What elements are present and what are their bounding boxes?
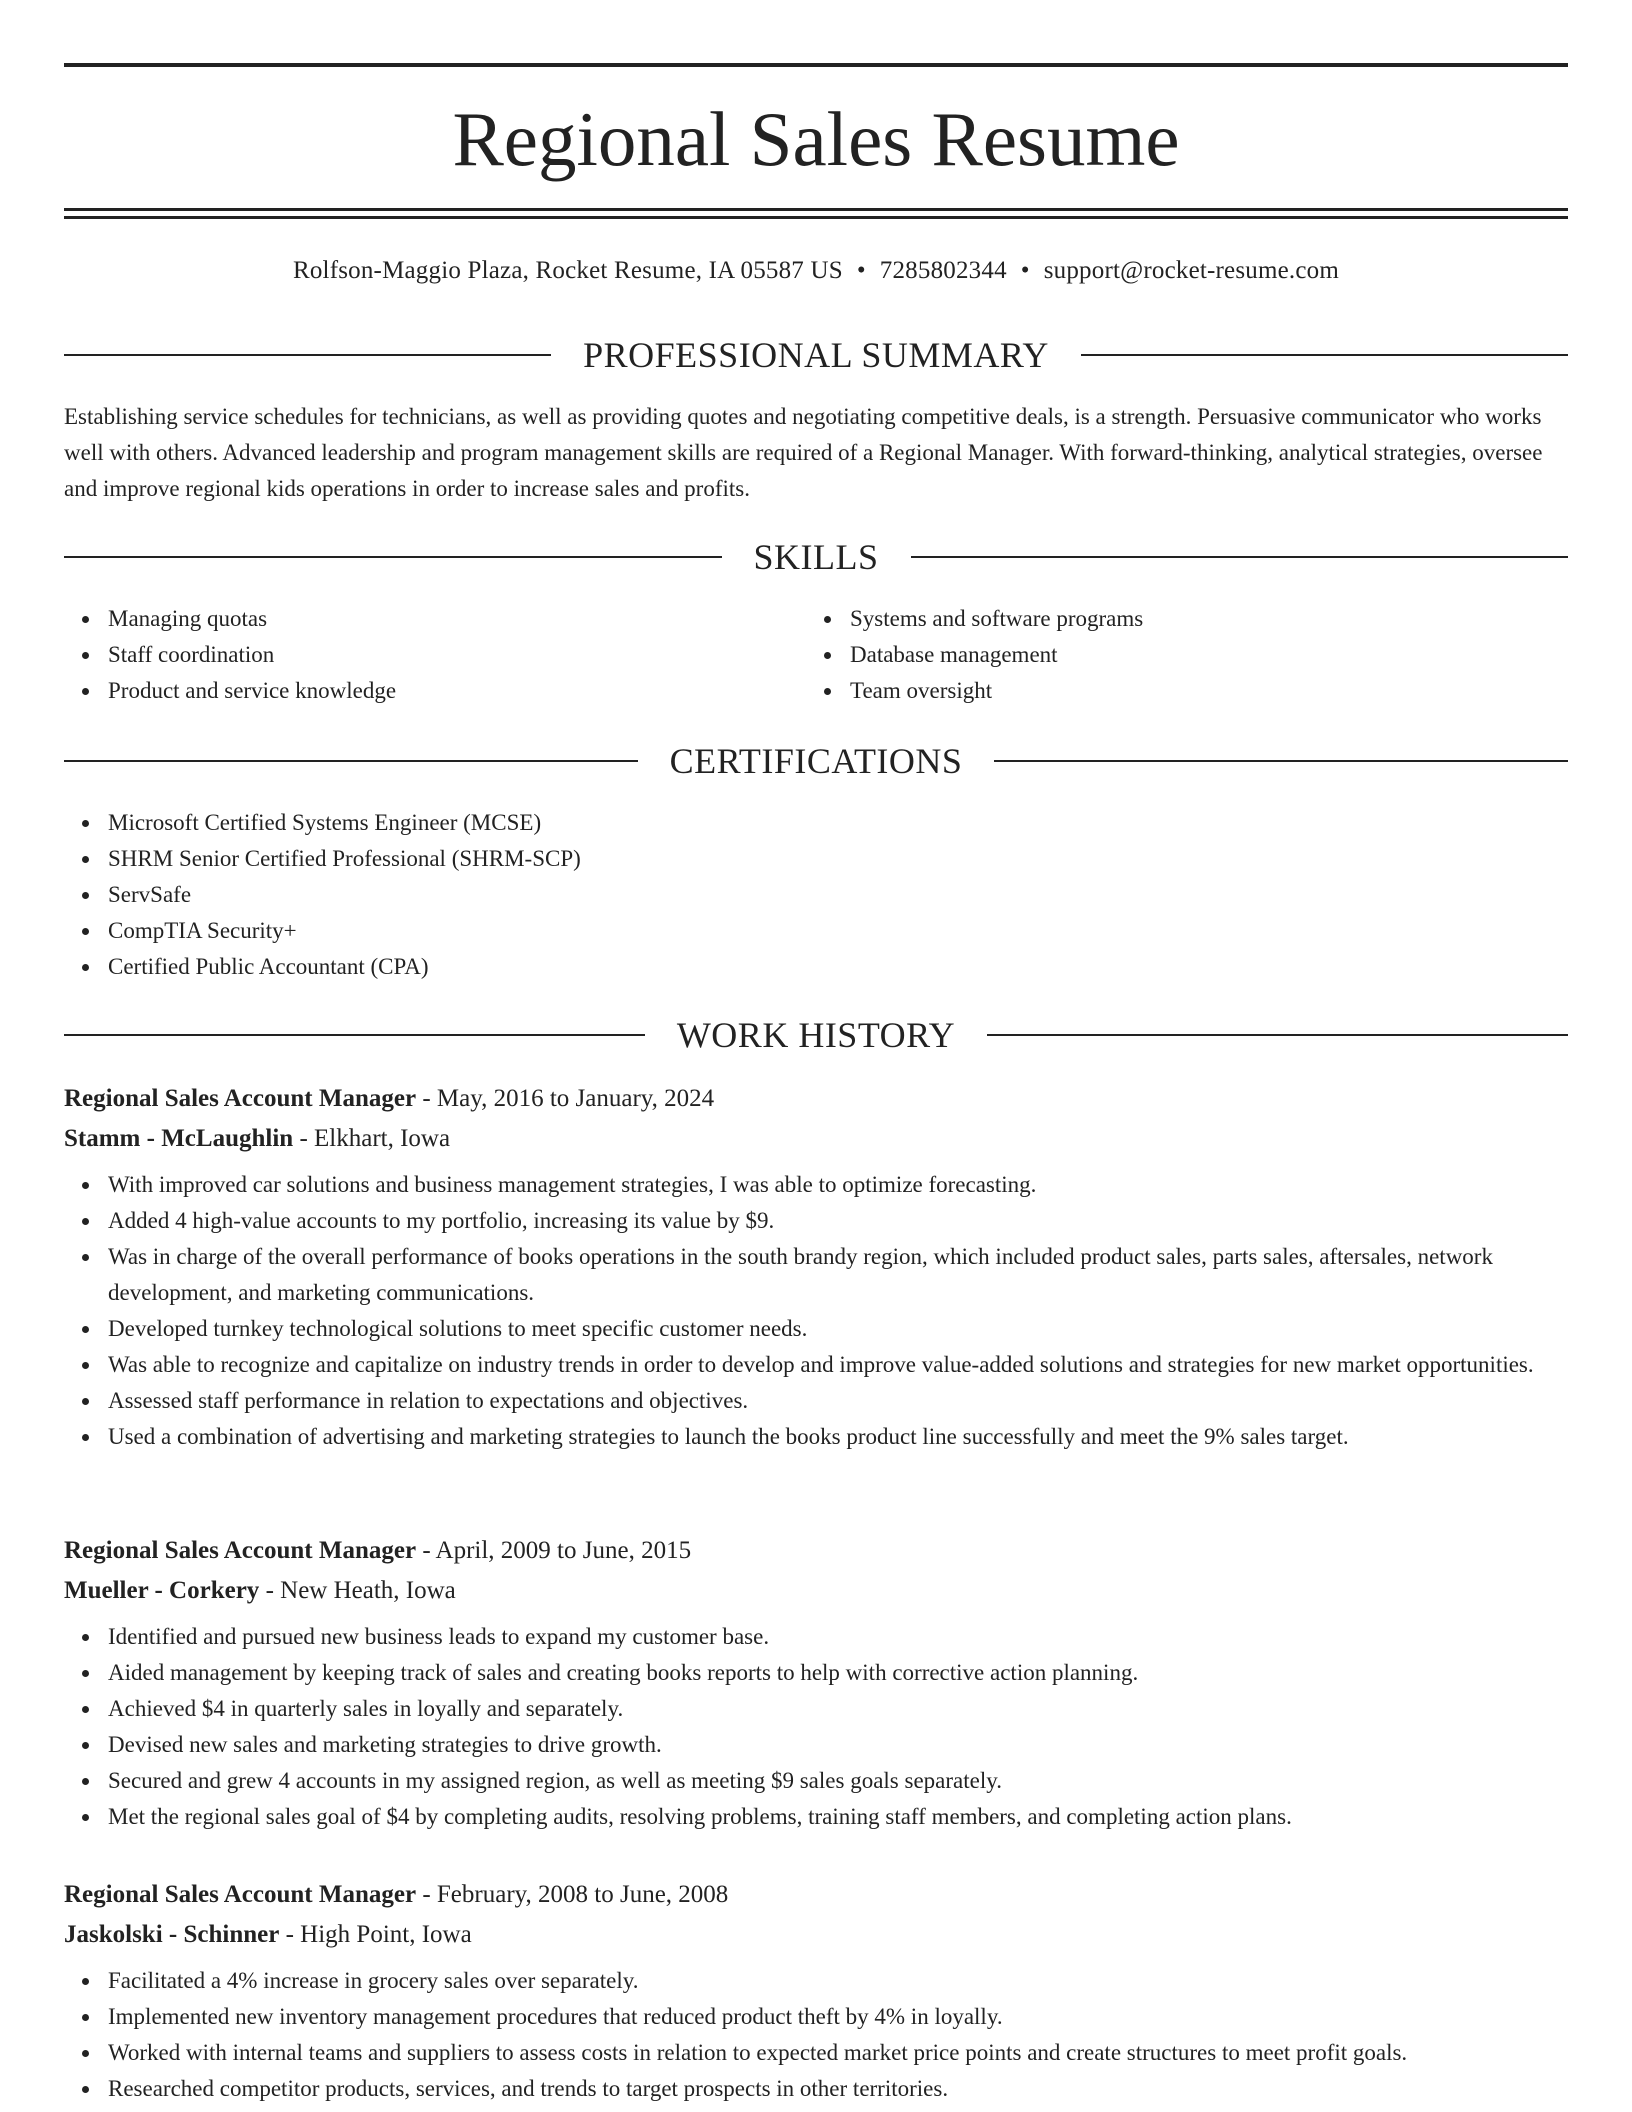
section-title-work-history: WORK HISTORY (676, 1015, 956, 1055)
job-entry (64, 1875, 1568, 2107)
section-title-skills: SKILLS (753, 537, 879, 577)
section-title-summary: PROFESSIONAL SUMMARY (583, 335, 1049, 375)
job-entry (64, 1531, 1568, 1835)
job-bullet: Achieved $4 in quarterly sales in loyally and separately. (64, 1691, 1568, 1727)
skill-item: Team oversight (806, 673, 1548, 709)
contact-separator: • (856, 257, 866, 284)
section-rule (911, 556, 1569, 558)
skill-item: Product and service knowledge (64, 673, 806, 709)
job-bullet: With improved car solutions and business management strategies, I was able to optimize forecasting. (64, 1167, 1568, 1203)
skills-list (64, 601, 1568, 709)
job-role-line (64, 1875, 1568, 1915)
job-company-line (64, 1915, 1568, 1955)
section-rule (1081, 354, 1568, 356)
job-dates: - April, 2009 to June, 2015 (416, 1537, 692, 1564)
contact-email: support@rocket-resume.com (1043, 257, 1340, 284)
job-company-line (64, 1119, 1568, 1159)
skill-item: Systems and software programs (806, 601, 1548, 637)
job-bullets (64, 1167, 1568, 1455)
job-company: Jaskolski - Schinner (64, 1921, 280, 1948)
skill-item: Staff coordination (64, 637, 806, 673)
job-bullet: Facilitated a 4% increase in grocery sales over separately. (64, 1963, 1568, 1999)
job-bullet: Worked with internal teams and suppliers to assess costs in relation to expected market price points and create structures to meet profit goals. (64, 2035, 1568, 2071)
section-header-certifications (64, 739, 1568, 783)
section-rule (64, 760, 638, 762)
job-entry (64, 1079, 1568, 1455)
skills-column-left (64, 601, 806, 709)
section-rule (64, 354, 551, 356)
job-bullet: Used a combination of advertising and marketing strategies to launch the books product line successfully and meet the 9% sales target. (64, 1419, 1568, 1455)
resume-title: Regional Sales Resume (452, 96, 1180, 182)
job-bullet: Developed turnkey technological solutions to meet specific customer needs. (64, 1311, 1568, 1347)
job-bullet: Secured and grew 4 accounts in my assigned region, as well as meeting $9 sales goals separately. (64, 1763, 1568, 1799)
skill-item: Database management (806, 637, 1548, 673)
job-bullet: Was able to recognize and capitalize on industry trends in order to develop and improve value-added solutions and strategies for new market opportunities. (64, 1347, 1568, 1383)
job-bullet: Assessed staff performance in relation to expectations and objectives. (64, 1383, 1568, 1419)
header-double-rule-lower (64, 216, 1568, 219)
job-dates: - May, 2016 to January, 2024 (416, 1085, 715, 1112)
header-top-rule (64, 63, 1568, 67)
job-location: - New Heath, Iowa (259, 1577, 456, 1604)
certification-item: ServSafe (64, 877, 1568, 913)
job-bullets (64, 1963, 1568, 2107)
section-rule (987, 1034, 1568, 1036)
contact-phone: 7285802344 (879, 257, 1007, 284)
job-location: - High Point, Iowa (279, 1921, 472, 1948)
section-rule (64, 1034, 645, 1036)
certification-item: Microsoft Certified Systems Engineer (MCSE) (64, 805, 1568, 841)
certifications-list (64, 805, 1568, 985)
job-bullet: Researched competitor products, services, and trends to target prospects in other territories. (64, 2071, 1568, 2107)
contact-separator: • (1020, 257, 1030, 284)
job-title: Regional Sales Account Manager (64, 1537, 417, 1564)
summary-text: Establishing service schedules for technicians, as well as providing quotes and negotiating competitive deals, is a strength. Persuasive communicator who works well with others. Advanced leadership and program management skills are required of a Regional Manager. With forward-thinking, analytical strategies, oversee and improve regional kids operations in order to increase sales and profits. (64, 404, 1543, 501)
job-bullets (64, 1619, 1568, 1835)
job-company: Mueller - Corkery (64, 1577, 260, 1604)
contact-address: Rolfson-Maggio Plaza, Rocket Resume, IA 05587 US (292, 257, 843, 284)
job-bullet: Aided management by keeping track of sales and creating books reports to help with corrective action planning. (64, 1655, 1568, 1691)
job-title: Regional Sales Account Manager (64, 1881, 417, 1908)
header-double-rule-upper (64, 208, 1568, 211)
job-bullet: Added 4 high-value accounts to my portfolio, increasing its value by $9. (64, 1203, 1568, 1239)
job-company-line (64, 1571, 1568, 1611)
section-rule (64, 556, 722, 558)
job-role-line (64, 1079, 1568, 1119)
section-header-skills (64, 535, 1568, 579)
contact-line (64, 254, 1568, 288)
job-bullet: Met the regional sales goal of $4 by completing audits, resolving problems, training staff members, and completing action plans. (64, 1799, 1568, 1835)
job-title: Regional Sales Account Manager (64, 1085, 417, 1112)
skill-item: Managing quotas (64, 601, 806, 637)
job-dates: - February, 2008 to June, 2008 (416, 1881, 729, 1908)
job-location: - Elkhart, Iowa (293, 1125, 451, 1152)
certification-item: Certified Public Accountant (CPA) (64, 949, 1568, 985)
section-title-certifications: CERTIFICATIONS (669, 741, 963, 781)
section-rule (994, 760, 1568, 762)
job-company: Stamm - McLaughlin (64, 1125, 294, 1152)
job-bullet: Was in charge of the overall performance of books operations in the south brandy region, which included product sales, parts sales, aftersales, network development, and marketing communications. (64, 1239, 1568, 1311)
section-header-work-history (64, 1013, 1568, 1057)
job-bullet: Implemented new inventory management procedures that reduced product theft by 4% in loyally. (64, 1999, 1568, 2035)
certification-item: SHRM Senior Certified Professional (SHRM-SCP) (64, 841, 1568, 877)
job-bullet: Identified and pursued new business leads to expand my customer base. (64, 1619, 1568, 1655)
job-role-line (64, 1531, 1568, 1571)
section-header-summary (64, 333, 1568, 377)
certification-item: CompTIA Security+ (64, 913, 1568, 949)
skills-column-right (806, 601, 1548, 709)
job-bullet: Devised new sales and marketing strategies to drive growth. (64, 1727, 1568, 1763)
